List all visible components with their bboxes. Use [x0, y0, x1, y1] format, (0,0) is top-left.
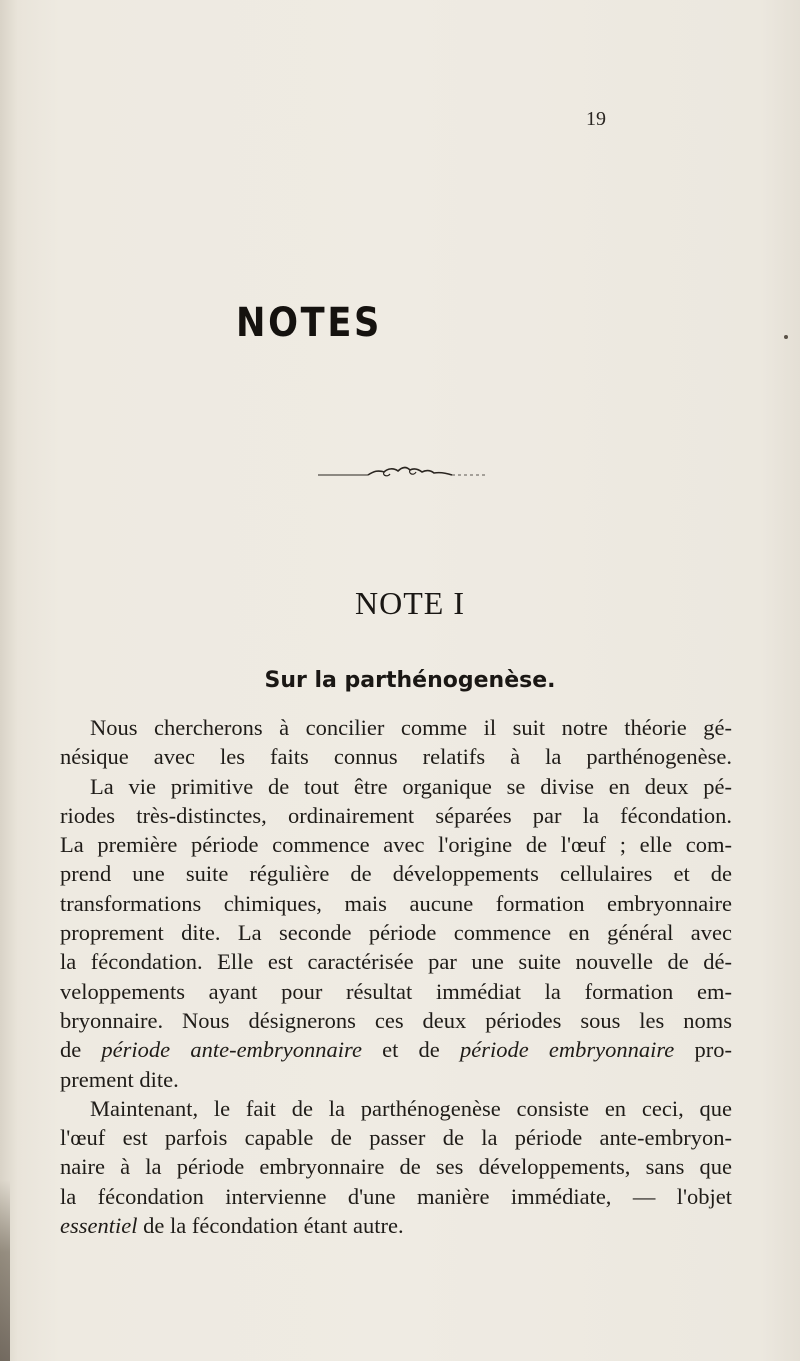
- text-line: Maintenant, le fait de la parthénogenèse consiste en ceci, que: [90, 1095, 732, 1121]
- text-line: prend une suite régulière de développements cellulaires et de: [60, 861, 732, 887]
- text-line: bryonnaire. Nous désignerons ces deux périodes sous les noms: [60, 1007, 732, 1033]
- text-fragment: pro-: [674, 1037, 732, 1063]
- italic-term: période ante-embryonnaire: [101, 1037, 362, 1063]
- paragraph-2: [60, 1094, 732, 1240]
- text-line: veloppements ayant pour résultat immédiat la formation em-: [60, 978, 732, 1004]
- text-line: proprement dite. La seconde période commence en général avec: [60, 920, 732, 946]
- text-line: Nous chercherons à concilier comme il suit notre théorie gé-: [90, 715, 732, 740]
- page-number: 19: [586, 108, 606, 130]
- text-line: l'œuf est parfois capable de passer de la période ante-embryon-: [60, 1125, 732, 1151]
- body-text: [60, 713, 732, 1240]
- binding-shadow: [0, 1180, 10, 1361]
- text-line: prement dite.: [60, 1066, 179, 1092]
- text-line: transformations chimiques, mais aucune formation embryonnaire: [60, 890, 732, 916]
- text-line: naire à la période embryonnaire de ses développements, sans que: [60, 1154, 732, 1180]
- paragraph-1: [60, 713, 732, 1094]
- italic-term: essentiel: [60, 1213, 138, 1239]
- paper-speck: [784, 335, 788, 339]
- note-title: NOTE I: [355, 585, 465, 621]
- note-subtitle: Sur la parthénogenèse.: [264, 668, 556, 693]
- text-line: La vie primitive de tout être organique se divise en deux pé-: [90, 773, 732, 799]
- text-line: riodes très-distinctes, ordinairement séparées par la fécondation.: [60, 802, 732, 828]
- text-line: la fécondation intervienne d'une manière immédiate, — l'objet: [60, 1183, 732, 1209]
- notes-heading: NOTES: [236, 300, 382, 346]
- text-fragment: et de: [361, 1037, 460, 1063]
- ornament-divider: [318, 462, 488, 484]
- italic-term: période embryonnaire: [459, 1037, 675, 1063]
- text-fragment: de: [60, 1037, 102, 1063]
- text-line: la fécondation. Elle est caractérisée par une suite nouvelle de dé-: [60, 949, 732, 975]
- text-line: [60, 1035, 732, 1064]
- text-line: [60, 1211, 732, 1240]
- text-line: La première période commence avec l'origine de l'œuf ; elle com-: [60, 832, 732, 858]
- text-fragment: de la fécondation étant autre.: [137, 1213, 404, 1239]
- text-line: nésique avec les faits connus relatifs à la parthénogenèse.: [60, 744, 732, 770]
